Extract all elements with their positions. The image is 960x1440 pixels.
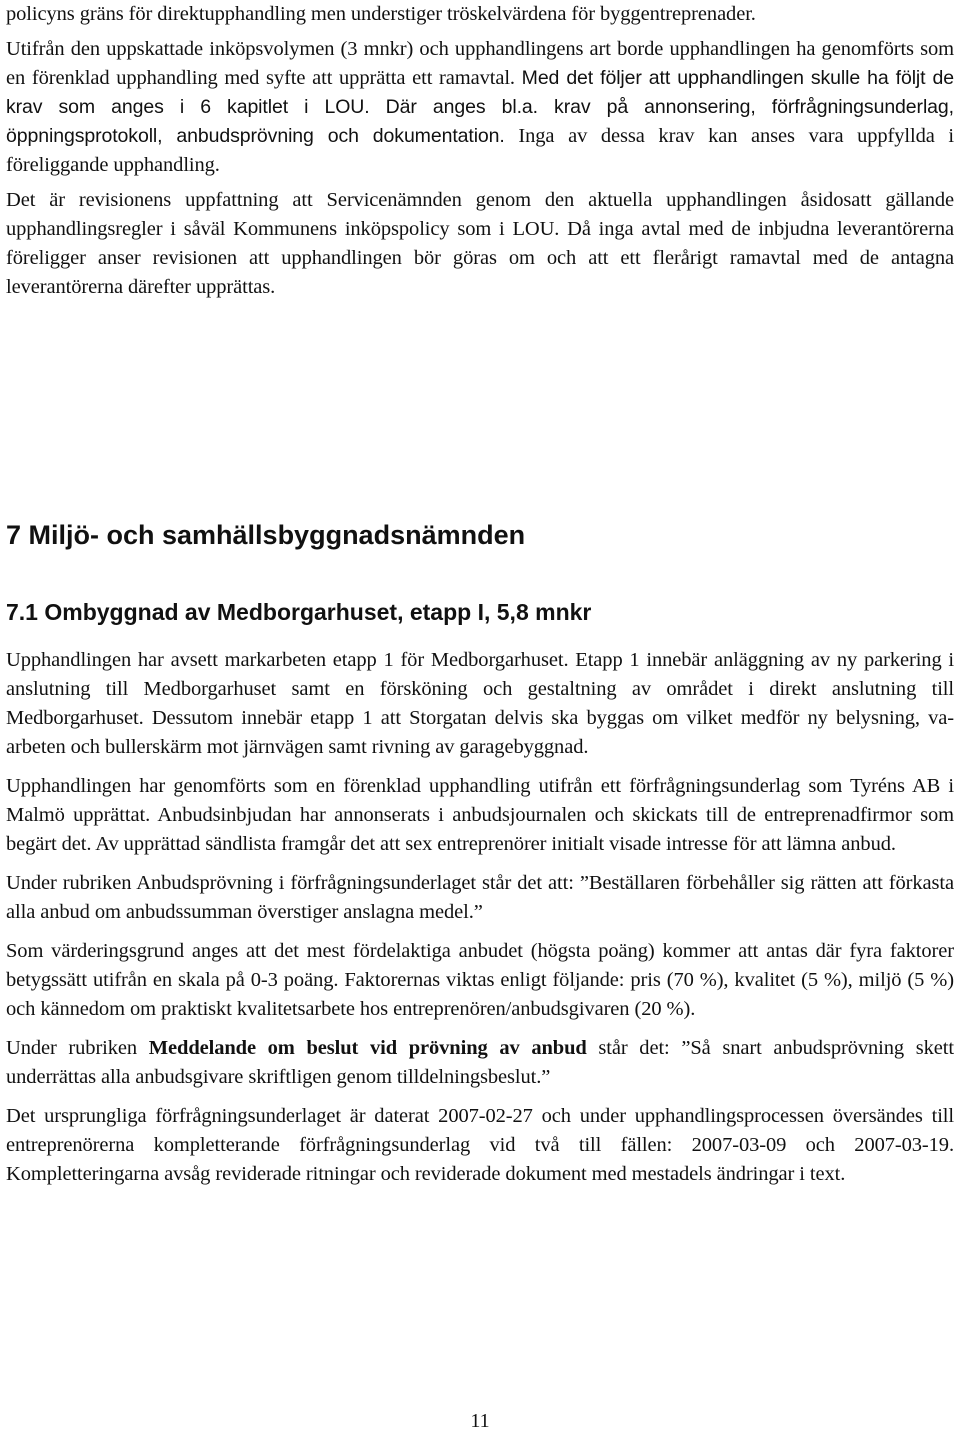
paragraph-policy-limit: policyns gräns för direktupphandling men understiger tröskelvärdena för byggentreprenader. xyxy=(6,3,756,25)
heading-section-7: 7 Miljö- och samhällsbyggnadsnämnden xyxy=(6,520,526,550)
paragraph-evaluation-criteria: Som värderingsgrund anges att det mest fördelaktiga anbudet (högsta poäng) kommer att antas där fyra faktorer betygssätt utifrån en skala på 0-3 poäng. Faktorernas viktas enligt följande: pris (70 %), kvalitet (5 %), miljö (5 %) och kännedom om praktiskt kvalitetsarbete hos entreprenören/anbudsgivaren (20 %). xyxy=(6,940,954,1020)
text-decision-post: står det: ”Så snart anbudsprövning skett underrättas alla anbudsgivare skriftligen genom tilldelningsbeslut.” xyxy=(6,1037,954,1088)
paragraph-bid-review: Under rubriken Anbudsprövning i förfrågningsunderlaget står det att: ”Beställaren förbehåller sig rätten att förkasta alla anbud om anbudssumman överstiger anslagna medel.” xyxy=(6,872,954,923)
section-7-1-body xyxy=(6,646,954,1189)
text-lou-requirements: Med det följer att upphandlingen skulle ha följt de krav som anges i 6 kapitlet i LOU. Där anges bl.a. krav på annonsering, förfrågningsunderlag, öppningsprotokoll, anbudsprövning och dokumentation. xyxy=(6,67,954,147)
previous-section-text xyxy=(6,0,954,302)
paragraph-audit-opinion: Det är revisionens uppfattning att Servicenämnden genom den aktuella upphandlingen åsidosatt gällande upphandlingsregler i såväl Kommunens inköpspolicy som i LOU. Då inga avtal med de inbjudna leverantörerna föreligger anser revisionen att upphandlingen bör göras om och att ett flerårigt ramavtal med de antagna leverantörerna därefter upprättas. xyxy=(6,189,954,298)
text-volume: Utifrån den uppskattade inköpsvolymen (3 mnkr) och upphandlingens art borde upphandlingen ha genomförts som en förenklad upphandling med syfte att upprätta ett ramavtal. xyxy=(6,38,954,89)
paragraph-original-documents: Det ursprungliga förfrågningsunderlaget är daterat 2007-02-27 och under upphandlingsprocessen översändes till entreprenörerna kompletterande förfrågningsunderlag vid två till fällen: 2007-03-09 och 2007-03-19. Kompletteringarna avsåg reviderade ritningar och reviderade dokument med mestadels ändringar i text. xyxy=(6,1105,954,1185)
text-decision-pre: Under rubriken xyxy=(6,1037,149,1059)
page-number: 11 xyxy=(470,1410,490,1432)
paragraph-volume-assessment xyxy=(6,35,954,180)
heading-section-7-1: 7.1 Ombyggnad av Medborgarhuset, etapp I, 5,8 mnkr xyxy=(6,599,592,625)
paragraph-procurement-method: Upphandlingen har genomförts som en förenklad upphandling utifrån ett förfrågningsunderlag som Tyréns AB i Malmö upprättat. Anbudsinbjudan har annonserats i anbudsjournalen och skickats till de entreprenadfirmor som begärt det. Av upprättad sändlista framgår det att sex entreprenörer initialt visade intresse för att lämna anbud. xyxy=(6,775,954,855)
text-decision-rubric: Meddelande om beslut vid prövning av anbud xyxy=(148,1037,587,1059)
text-requirements-unfulfilled: Inga av dessa krav kan anses vara uppfyllda i föreliggande upphandling. xyxy=(6,125,954,176)
paragraph-scope: Upphandlingen har avsett markarbeten etapp 1 för Medborgarhuset. Etapp 1 innebär anläggning av ny parkering i anslutning till Medborgarhuset samt en försköning och gestaltning av området i direkt anslutning till Medborgarhuset. Dessutom innebär etapp 1 att Storgatan delvis ska byggas om vilket medför ny belysning, va-arbeten och bullerskärm mot järnvägen samt rivning av garagebyggnad. xyxy=(6,649,954,758)
paragraph-decision-notice xyxy=(6,1034,954,1092)
